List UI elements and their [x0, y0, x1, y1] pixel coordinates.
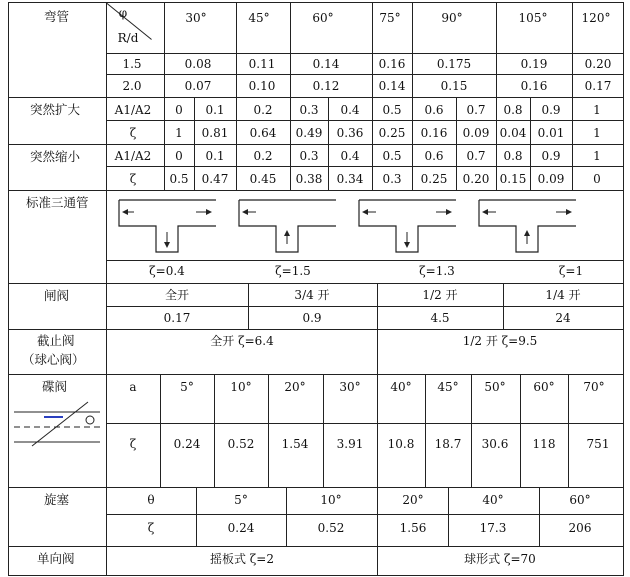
rule [568, 374, 569, 487]
label-globe-valve-sub: （球心阀） [22, 352, 85, 367]
butterfly-value: 30.6 [481, 437, 509, 451]
expansion-zeta: 1 [175, 126, 183, 140]
expansion-ratio: 0.6 [424, 103, 444, 117]
contraction-zeta: 0.09 [537, 172, 565, 186]
rule [290, 2, 291, 97]
expansion-ratio: 0.4 [340, 103, 360, 117]
rule [106, 74, 623, 75]
plug-angle: 10° [320, 493, 342, 507]
elbow-rd: 1.5 [122, 57, 142, 71]
expansion-zeta: 1 [593, 126, 601, 140]
elbow-angle: 90° [441, 11, 463, 25]
butterfly-value: 0.52 [227, 437, 255, 451]
butterfly-angle: 10° [230, 380, 252, 394]
expansion-ratio: 0.8 [503, 103, 523, 117]
butterfly-angle: 20° [284, 380, 306, 394]
elbow-value: 0.11 [248, 57, 276, 71]
plug-value: 17.3 [479, 521, 507, 535]
expansion-ratio: 1 [593, 103, 601, 117]
elbow-value: 0.175 [436, 57, 472, 71]
gate-value: 4.5 [430, 311, 450, 325]
contraction-ratio-label: A1/A2 [114, 149, 152, 163]
expansion-ratio: 0.3 [299, 103, 319, 117]
gate-opening: 1/4 开 [545, 288, 581, 302]
tee-diagram-branch-out [358, 198, 458, 254]
elbow-value: 0.19 [520, 57, 548, 71]
expansion-ratio: 0.9 [541, 103, 561, 117]
tee-value: ζ=1.3 [419, 264, 455, 278]
elbow-value: 0.17 [584, 79, 612, 93]
expansion-zeta: 0.04 [499, 126, 527, 140]
butterfly-angle: 60° [533, 380, 555, 394]
label-elbow: 弯管 [44, 9, 70, 24]
rule [503, 283, 504, 329]
expansion-ratio: 0.5 [382, 103, 402, 117]
butterfly-angle: 30° [339, 380, 361, 394]
elbow-angle: 120° [581, 11, 611, 25]
elbow-value: 0.14 [378, 79, 406, 93]
rule [106, 423, 623, 424]
label-sudden-contraction: 突然缩小 [30, 149, 81, 164]
contraction-zeta: 0.34 [336, 172, 364, 186]
butterfly-value: 18.7 [434, 437, 462, 451]
plug-angle: 40° [482, 493, 504, 507]
rule [8, 329, 623, 330]
rule [8, 575, 623, 576]
elbow-value: 0.20 [584, 57, 612, 71]
label-standard-tee: 标准三通管 [26, 195, 89, 210]
elbow-value: 0.15 [440, 79, 468, 93]
contraction-zeta: 0.25 [420, 172, 448, 186]
elbow-value: 0.16 [378, 57, 406, 71]
butterfly-value: 1.54 [281, 437, 309, 451]
tee-diagram-straight-through [118, 198, 218, 254]
contraction-ratio: 0.8 [503, 149, 523, 163]
label-sudden-expansion: 突然扩大 [30, 102, 81, 117]
rule [286, 487, 287, 546]
plug-value: 1.56 [399, 521, 427, 535]
elbow-angle: 105° [518, 11, 548, 25]
contraction-zeta: 0.20 [462, 172, 490, 186]
butterfly-angle: 45° [437, 380, 459, 394]
plug-value: 206 [568, 521, 592, 535]
expansion-ratio: 0.7 [466, 103, 486, 117]
rule [8, 374, 623, 375]
plug-value: 0.24 [227, 521, 255, 535]
tee-value: ζ=0.4 [149, 264, 185, 278]
butterfly-angle: 5° [180, 380, 194, 394]
label-globe-valve: 截止阀 [37, 333, 75, 348]
contraction-zeta: 0.47 [201, 172, 229, 186]
rule [448, 487, 449, 546]
rule [496, 97, 497, 190]
contraction-zeta: 0.5 [169, 172, 189, 186]
rule [412, 2, 413, 97]
butterfly-value: 751 [586, 437, 610, 451]
label-check-valve: 单向阀 [37, 551, 75, 566]
rule [8, 190, 623, 191]
butterfly-value: 0.24 [173, 437, 201, 451]
rule [496, 2, 497, 97]
rule [539, 487, 540, 546]
rule [328, 97, 329, 190]
rule [520, 374, 521, 487]
rule [236, 97, 237, 190]
rule [623, 2, 624, 576]
gate-opening: 3/4 开 [294, 288, 330, 302]
rule [106, 166, 623, 167]
gate-value: 0.9 [302, 311, 322, 325]
elbow-corner-bottom: R/d [117, 31, 139, 45]
tee-diagram-split [478, 198, 578, 254]
check-ball: 球形式 ζ=70 [464, 552, 536, 566]
expansion-zeta-label: ζ [129, 126, 137, 140]
rule [372, 2, 373, 97]
expansion-zeta: 0.01 [537, 126, 565, 140]
rule [160, 374, 161, 487]
gate-opening: 1/2 开 [422, 288, 458, 302]
elbow-value: 0.10 [248, 79, 276, 93]
rule [8, 546, 623, 547]
globe-half-open: 1/2 开 ζ=9.5 [462, 334, 538, 348]
expansion-zeta: 0.16 [420, 126, 448, 140]
gate-opening: 全开 [164, 288, 190, 302]
butterfly-angle: 70° [583, 380, 605, 394]
contraction-zeta: 0 [593, 172, 601, 186]
rule [323, 374, 324, 487]
plug-angle-label: θ [147, 493, 155, 507]
elbow-corner-top: φ [118, 6, 128, 20]
rule [268, 374, 269, 487]
contraction-ratio: 0.3 [299, 149, 319, 163]
rule [471, 374, 472, 487]
expansion-zeta: 0.81 [201, 126, 229, 140]
expansion-zeta: 0.49 [295, 126, 323, 140]
elbow-value: 0.08 [184, 57, 212, 71]
rule [194, 97, 195, 190]
butterfly-angle: 50° [484, 380, 506, 394]
butterfly-value: 10.8 [387, 437, 415, 451]
expansion-zeta: 0.09 [462, 126, 490, 140]
butterfly-value: 118 [532, 437, 556, 451]
rule [530, 97, 531, 190]
rule [377, 546, 378, 576]
label-butterfly-valve: 碟阀 [42, 379, 68, 394]
rule [572, 97, 573, 190]
contraction-ratio: 0.5 [382, 149, 402, 163]
check-swing: 摇板式 ζ=2 [209, 552, 275, 566]
contraction-ratio: 0.6 [424, 149, 444, 163]
expansion-zeta: 0.36 [336, 126, 364, 140]
rule [106, 514, 623, 515]
elbow-rd: 2.0 [122, 79, 142, 93]
contraction-zeta: 0.38 [295, 172, 323, 186]
elbow-value: 0.14 [312, 57, 340, 71]
plug-angle: 60° [569, 493, 591, 507]
elbow-value: 0.07 [184, 79, 212, 93]
rule [377, 374, 378, 487]
rule [106, 260, 623, 261]
plug-angle: 20° [402, 493, 424, 507]
rule [377, 487, 378, 546]
rule [377, 283, 378, 329]
plug-zeta-label: ζ [147, 521, 155, 535]
globe-full-open: 全开 ζ=6.4 [210, 334, 274, 348]
expansion-ratio: 0.2 [253, 103, 273, 117]
gate-value: 0.17 [163, 311, 191, 325]
rule [290, 97, 291, 190]
elbow-angle: 45° [248, 11, 270, 25]
rule [377, 329, 378, 374]
rule [8, 487, 623, 488]
rule [106, 306, 623, 307]
butterfly-zeta-label: ζ [129, 437, 137, 451]
rule [106, 120, 623, 121]
rule [8, 2, 9, 576]
plug-angle: 5° [234, 493, 248, 507]
rule [248, 283, 249, 329]
plug-value: 0.52 [317, 521, 345, 535]
rule [196, 487, 197, 546]
contraction-zeta-label: ζ [129, 172, 137, 186]
rule [8, 2, 623, 3]
label-gate-valve: 闸阀 [44, 288, 70, 303]
rule [412, 97, 413, 190]
rule [106, 2, 107, 576]
contraction-zeta: 0.3 [382, 172, 402, 186]
tee-value: ζ=1 [558, 264, 584, 278]
contraction-ratio: 1 [593, 149, 601, 163]
rule [372, 97, 373, 190]
butterfly-valve-diagram [10, 398, 104, 454]
contraction-zeta: 0.45 [249, 172, 277, 186]
rule [106, 53, 623, 54]
elbow-value: 0.12 [312, 79, 340, 93]
expansion-ratio-label: A1/A2 [114, 103, 152, 117]
rule [8, 283, 623, 284]
elbow-value: 0.16 [520, 79, 548, 93]
contraction-ratio: 0.7 [466, 149, 486, 163]
rule [425, 374, 426, 487]
elbow-angle: 75° [379, 11, 401, 25]
gate-value: 24 [555, 311, 571, 325]
rule [456, 97, 457, 190]
tee-value: ζ=1.5 [275, 264, 311, 278]
expansion-ratio: 0 [175, 103, 183, 117]
butterfly-value: 3.91 [336, 437, 364, 451]
expansion-ratio: 0.1 [205, 103, 225, 117]
contraction-ratio: 0 [175, 149, 183, 163]
rule [572, 2, 573, 97]
expansion-zeta: 0.25 [378, 126, 406, 140]
elbow-angle: 60° [312, 11, 334, 25]
expansion-zeta: 0.64 [249, 126, 277, 140]
tee-diagram-branch-in [238, 198, 338, 254]
rule [164, 97, 165, 190]
rule [164, 2, 165, 97]
contraction-zeta: 0.15 [499, 172, 527, 186]
contraction-ratio: 0.9 [541, 149, 561, 163]
label-plug-cock: 旋塞 [44, 492, 70, 507]
elbow-angle: 30° [185, 11, 207, 25]
contraction-ratio: 0.1 [205, 149, 225, 163]
rule [214, 374, 215, 487]
contraction-ratio: 0.4 [340, 149, 360, 163]
contraction-ratio: 0.2 [253, 149, 273, 163]
butterfly-angle: 40° [390, 380, 412, 394]
butterfly-angle-label: a [129, 380, 137, 394]
rule [236, 2, 237, 97]
